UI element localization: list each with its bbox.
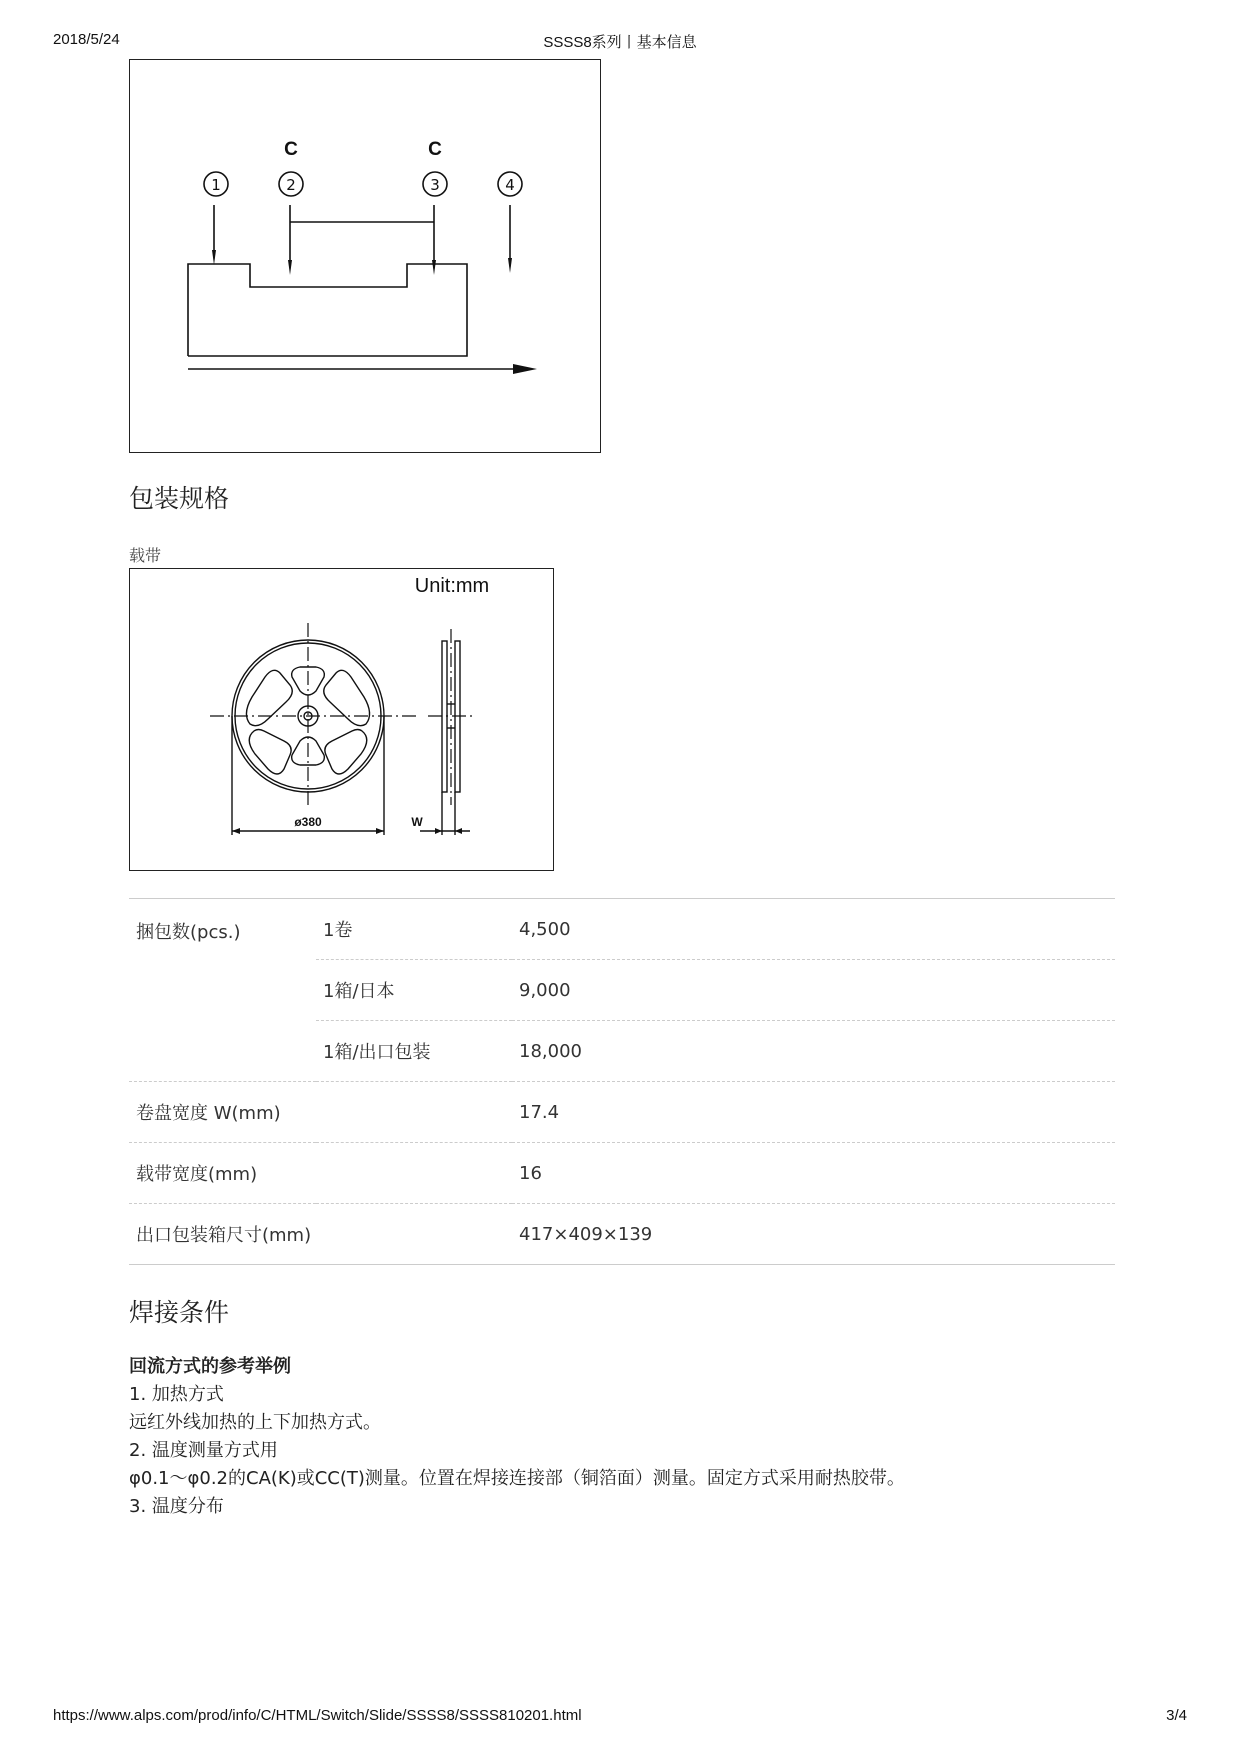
marker-3-label: 3 <box>430 176 440 194</box>
list-item-detail: 远红外线加热的上下加热方式。 <box>129 1412 381 1433</box>
marker-2-label: 2 <box>286 176 296 194</box>
spec-value: 417×409×139 <box>512 1204 1115 1265</box>
pointer-2-arrowhead <box>288 260 292 275</box>
pointer-3-arrowhead <box>432 260 436 275</box>
label-c-left: C <box>284 139 298 160</box>
packaging-heading: 包装规格 <box>129 484 230 513</box>
spec-value: 9,000 <box>512 960 1115 1021</box>
marker-4-label: 4 <box>505 176 515 194</box>
spec-value: 16 <box>512 1143 1115 1204</box>
reel-window-upper-right <box>324 670 370 725</box>
reflow-example-title: 回流方式的参考举例 <box>129 1356 291 1377</box>
spec-value: 17.4 <box>512 1082 1115 1143</box>
spec-sub-label: 1箱/日本 <box>316 960 512 1021</box>
table-row <box>129 1143 1115 1204</box>
table-row <box>129 1204 1115 1265</box>
soldering-conditions-text <box>129 1353 905 1521</box>
packaging-spec-table <box>129 898 1115 1265</box>
reel-window-upper-left <box>246 670 292 725</box>
reel-drawing <box>129 568 554 871</box>
pointer-1-arrowhead <box>212 250 216 265</box>
list-item-detail: φ0.1～φ0.2的CA(K)或CC(T)测量。位置在焊接连接部（铜箔面）测量。固定方式采用耐热胶带。 <box>129 1468 905 1489</box>
label-c-right: C <box>428 139 442 160</box>
marker-1-label: 1 <box>211 176 221 194</box>
unit-label: Unit:mm <box>414 575 490 597</box>
page-title: SSSS8系列丨基本信息 <box>543 34 697 51</box>
spec-value: 4,500 <box>512 899 1115 960</box>
spec-label-quantity: 捆包数(pcs.) <box>129 899 316 1082</box>
list-item: 1. 加热方式 <box>129 1384 224 1405</box>
list-item: 3. 温度分布 <box>129 1496 224 1517</box>
page-number: 3/4 <box>1166 1707 1187 1724</box>
spec-label-box-size: 出口包装箱尺寸(mm) <box>129 1204 512 1265</box>
list-item: 2. 温度测量方式用 <box>129 1440 278 1461</box>
direction-arrowhead <box>513 364 537 374</box>
spec-sub-label: 1卷 <box>316 899 512 960</box>
table-row <box>129 899 1115 960</box>
soldering-heading: 焊接条件 <box>129 1298 230 1327</box>
print-date: 2018/5/24 <box>53 31 120 48</box>
spec-sub-label: 1箱/出口包装 <box>316 1021 512 1082</box>
source-url: https://www.alps.com/prod/info/C/HTML/Switch/Slide/SSSS8/SSSS810201.html <box>53 1707 582 1724</box>
carrier-tape-caption: 载带 <box>129 546 162 565</box>
spec-label-reel-width: 卷盘宽度 W(mm) <box>129 1082 512 1143</box>
spec-label-tape-width: 载带宽度(mm) <box>129 1143 512 1204</box>
spec-value: 18,000 <box>512 1021 1115 1082</box>
width-label: W <box>411 815 423 829</box>
measurement-point-diagram <box>129 59 601 453</box>
diameter-label: ø380 <box>294 815 322 829</box>
table-row <box>129 1082 1115 1143</box>
pointer-4-arrowhead <box>508 258 512 273</box>
